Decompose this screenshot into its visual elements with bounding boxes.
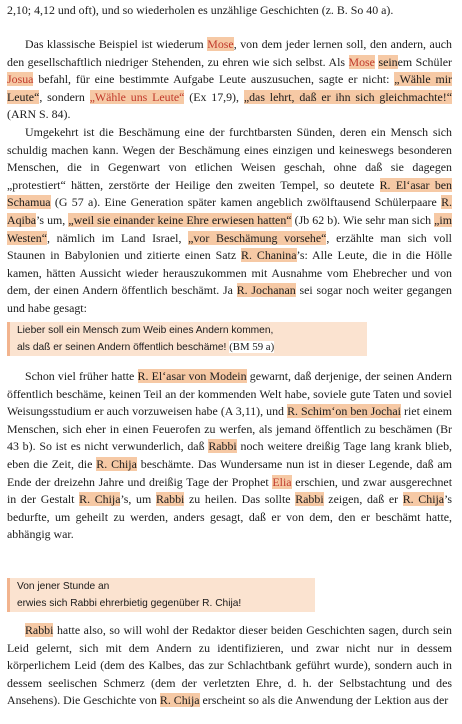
text-run: (ARN S. 84). [7, 107, 71, 122]
highlight: R. Chija [79, 492, 121, 507]
text-run: , nämlich im Land Israel, [46, 230, 189, 245]
highlight: „Wähle mir Leute“ [7, 72, 453, 104]
highlight: Rabbi [295, 492, 324, 507]
text-run: , sondern [39, 89, 90, 104]
text-run: 2,10; 4,12 und oft), und so wiederholen es unzählige Geschichten (z. B. So 40 a). [7, 3, 394, 17]
text-run: (G 57 a). Eine Generation später kamen angeblich zwölftausend Schülerpaare [50, 195, 442, 210]
highlight: „vor Beschämung vorsehe“ [188, 230, 327, 245]
quote-mark [7, 578, 10, 612]
highlight: „Wähle uns Leute“ [89, 89, 185, 104]
text-run: Schon viel früher hatte [25, 369, 138, 383]
paragraph-0 [7, 2, 452, 20]
text-run: befahl, für eine bestimmte Aufgabe Leute auszusuchen, sagte er nicht: [33, 72, 395, 87]
paragraph-4 [7, 622, 452, 710]
highlight: R. Jochanan [236, 283, 296, 298]
highlight: R. El‘asar ben Schamua [7, 177, 452, 210]
text-run: , erzählte man sich voll Staunen in Babylonien und zitierte einen Satz [7, 230, 452, 263]
text-run: em Schüler [397, 54, 452, 69]
text-run: sei sogar noch weiter gegangen und habe gesagt: [7, 283, 453, 315]
highlight: R. Chija [159, 693, 200, 708]
text-run: ’s um, [36, 212, 69, 227]
paragraph-1 [7, 36, 452, 124]
text-run: beschämte. Das Wundersame nun ist in dieser Legende, daß am Ende der dreizehn Jahre und dreißig Tage der Prophet [7, 456, 452, 489]
quote-line-1: Von jener Stunde an [17, 581, 110, 592]
highlight: Mose [348, 54, 375, 69]
quote-block-2 [7, 578, 315, 612]
text-run: ’s, um [120, 492, 156, 507]
text-run: erschien, und zwar ausgerechnet in der Gestalt [7, 474, 452, 507]
text-run: Umgekehrt ist die Beschämung eine der furchtbarsten Sünden, deren ein Mensch sich schuldig machen kann. Wegen der Beschämung eines einzigen und keineswegs besonderen Menschen, die in Gegenwart von etlichen Weisen geschah, ohne daß sie dagegen „protestiert“ hätten, zerstörte der Heilige den zweiten Tempel, so deutete [7, 125, 452, 192]
text-run: , von dem jeder lernen soll, den andern, auch den gesellschaftlich niedriger Stehenden, zu ehren wie sich selbst. Als [7, 37, 452, 69]
quote-ref: (BM 59 a) [229, 341, 275, 353]
text-run: (Jb 62 b). Wie sehr man sich [291, 212, 435, 227]
quote-line-1: Lieber soll ein Mensch zum Weib eines Andern kommen, [17, 325, 274, 336]
text-run: noch weitere dreißig Tage lang krank blieb, eben die Zeit, die [7, 439, 452, 471]
highlight: Rabbi [208, 439, 237, 454]
text-run: gewarnt, daß derjenige, der seinen Andern öffentlich beschäme, keinen Teil an der kommenden Welt habe, soviele gute Taten und soviel Weisungsstudium er auch vorzuweisen habe (A 3,11), und [7, 369, 452, 419]
paragraph-3 [7, 368, 452, 544]
quote-mark [7, 322, 10, 356]
text-run: ’s bedurfte, um geheilt zu werden, anders gesagt, daß er von dem, den er beschämt hatte, abhängig war. [7, 492, 453, 542]
text-run: ’s: Alle Leute, die in die Hölle kamen, hätten Aussicht wieder herauszukommen mit Ausnahme vom Ehebrecher und von dem, der einen Andern öffentlich beschämt. Ja [7, 248, 452, 298]
text-run: hatte also, so will wohl der Redaktor dieser beiden Geschichten sagen, durch sein Leid gelernt, sich mit dem Andern zu identifizieren, und zwar nicht nur in dessem körperlichem Leid (dem des Kalbes, das zur Schlachtbank geführt wurde), sondern auch in dessem seelischen Schmerz (dem der verletzten Ehre, d. h. der Selbstachtung und des Ansehens). Die Geschichte von [7, 623, 452, 708]
highlight: sein [378, 54, 398, 69]
highlight: „das lehrt, daß er ihn sich gleichmachte!“ [243, 89, 452, 104]
text-run: (Ex 17,9), [184, 89, 244, 104]
paragraph-2 [7, 124, 452, 318]
highlight: „im Westen“ [7, 212, 452, 245]
text-run: zu heilen. Das sollte [184, 492, 296, 507]
highlight: Elia [272, 474, 292, 489]
highlight: Rabbi [25, 623, 54, 637]
text-run: Das klassische Beispiel ist wiederum [25, 37, 208, 51]
highlight: R. Aqiba [7, 195, 452, 227]
text-run: riet einem Menschen, sich eher in einen Feuerofen zu werfen, als jemand öffentlich zu beschämen (Br 43 b). So ist es nicht verwunderlich, daß [7, 404, 453, 454]
quote-line-2: erwies sich Rabbi ehrerbietig gegenüber R. Chija! [17, 598, 242, 609]
highlight: „weil sie einander keine Ehre erwiesen hatten“ [68, 212, 292, 227]
highlight: R. Chija [402, 492, 445, 507]
text-run: zeigen, daß er [323, 492, 403, 507]
quote-block-1 [7, 322, 367, 356]
highlight: Josua [7, 72, 34, 87]
highlight: R. Chija [96, 456, 137, 471]
highlight: R. Chanina [241, 248, 297, 263]
text-run: erscheint so als die Anwendung der Lektion aus der [199, 693, 449, 708]
highlight: R. El‘asar von Modein [137, 369, 247, 383]
quote-line-2: als daß er seinen Andern öffentlich beschäme! [17, 342, 227, 353]
highlight: R. Schim‘on ben Jochai [287, 404, 401, 419]
highlight: Mose [207, 37, 234, 51]
highlight: Rabbi [155, 492, 185, 507]
